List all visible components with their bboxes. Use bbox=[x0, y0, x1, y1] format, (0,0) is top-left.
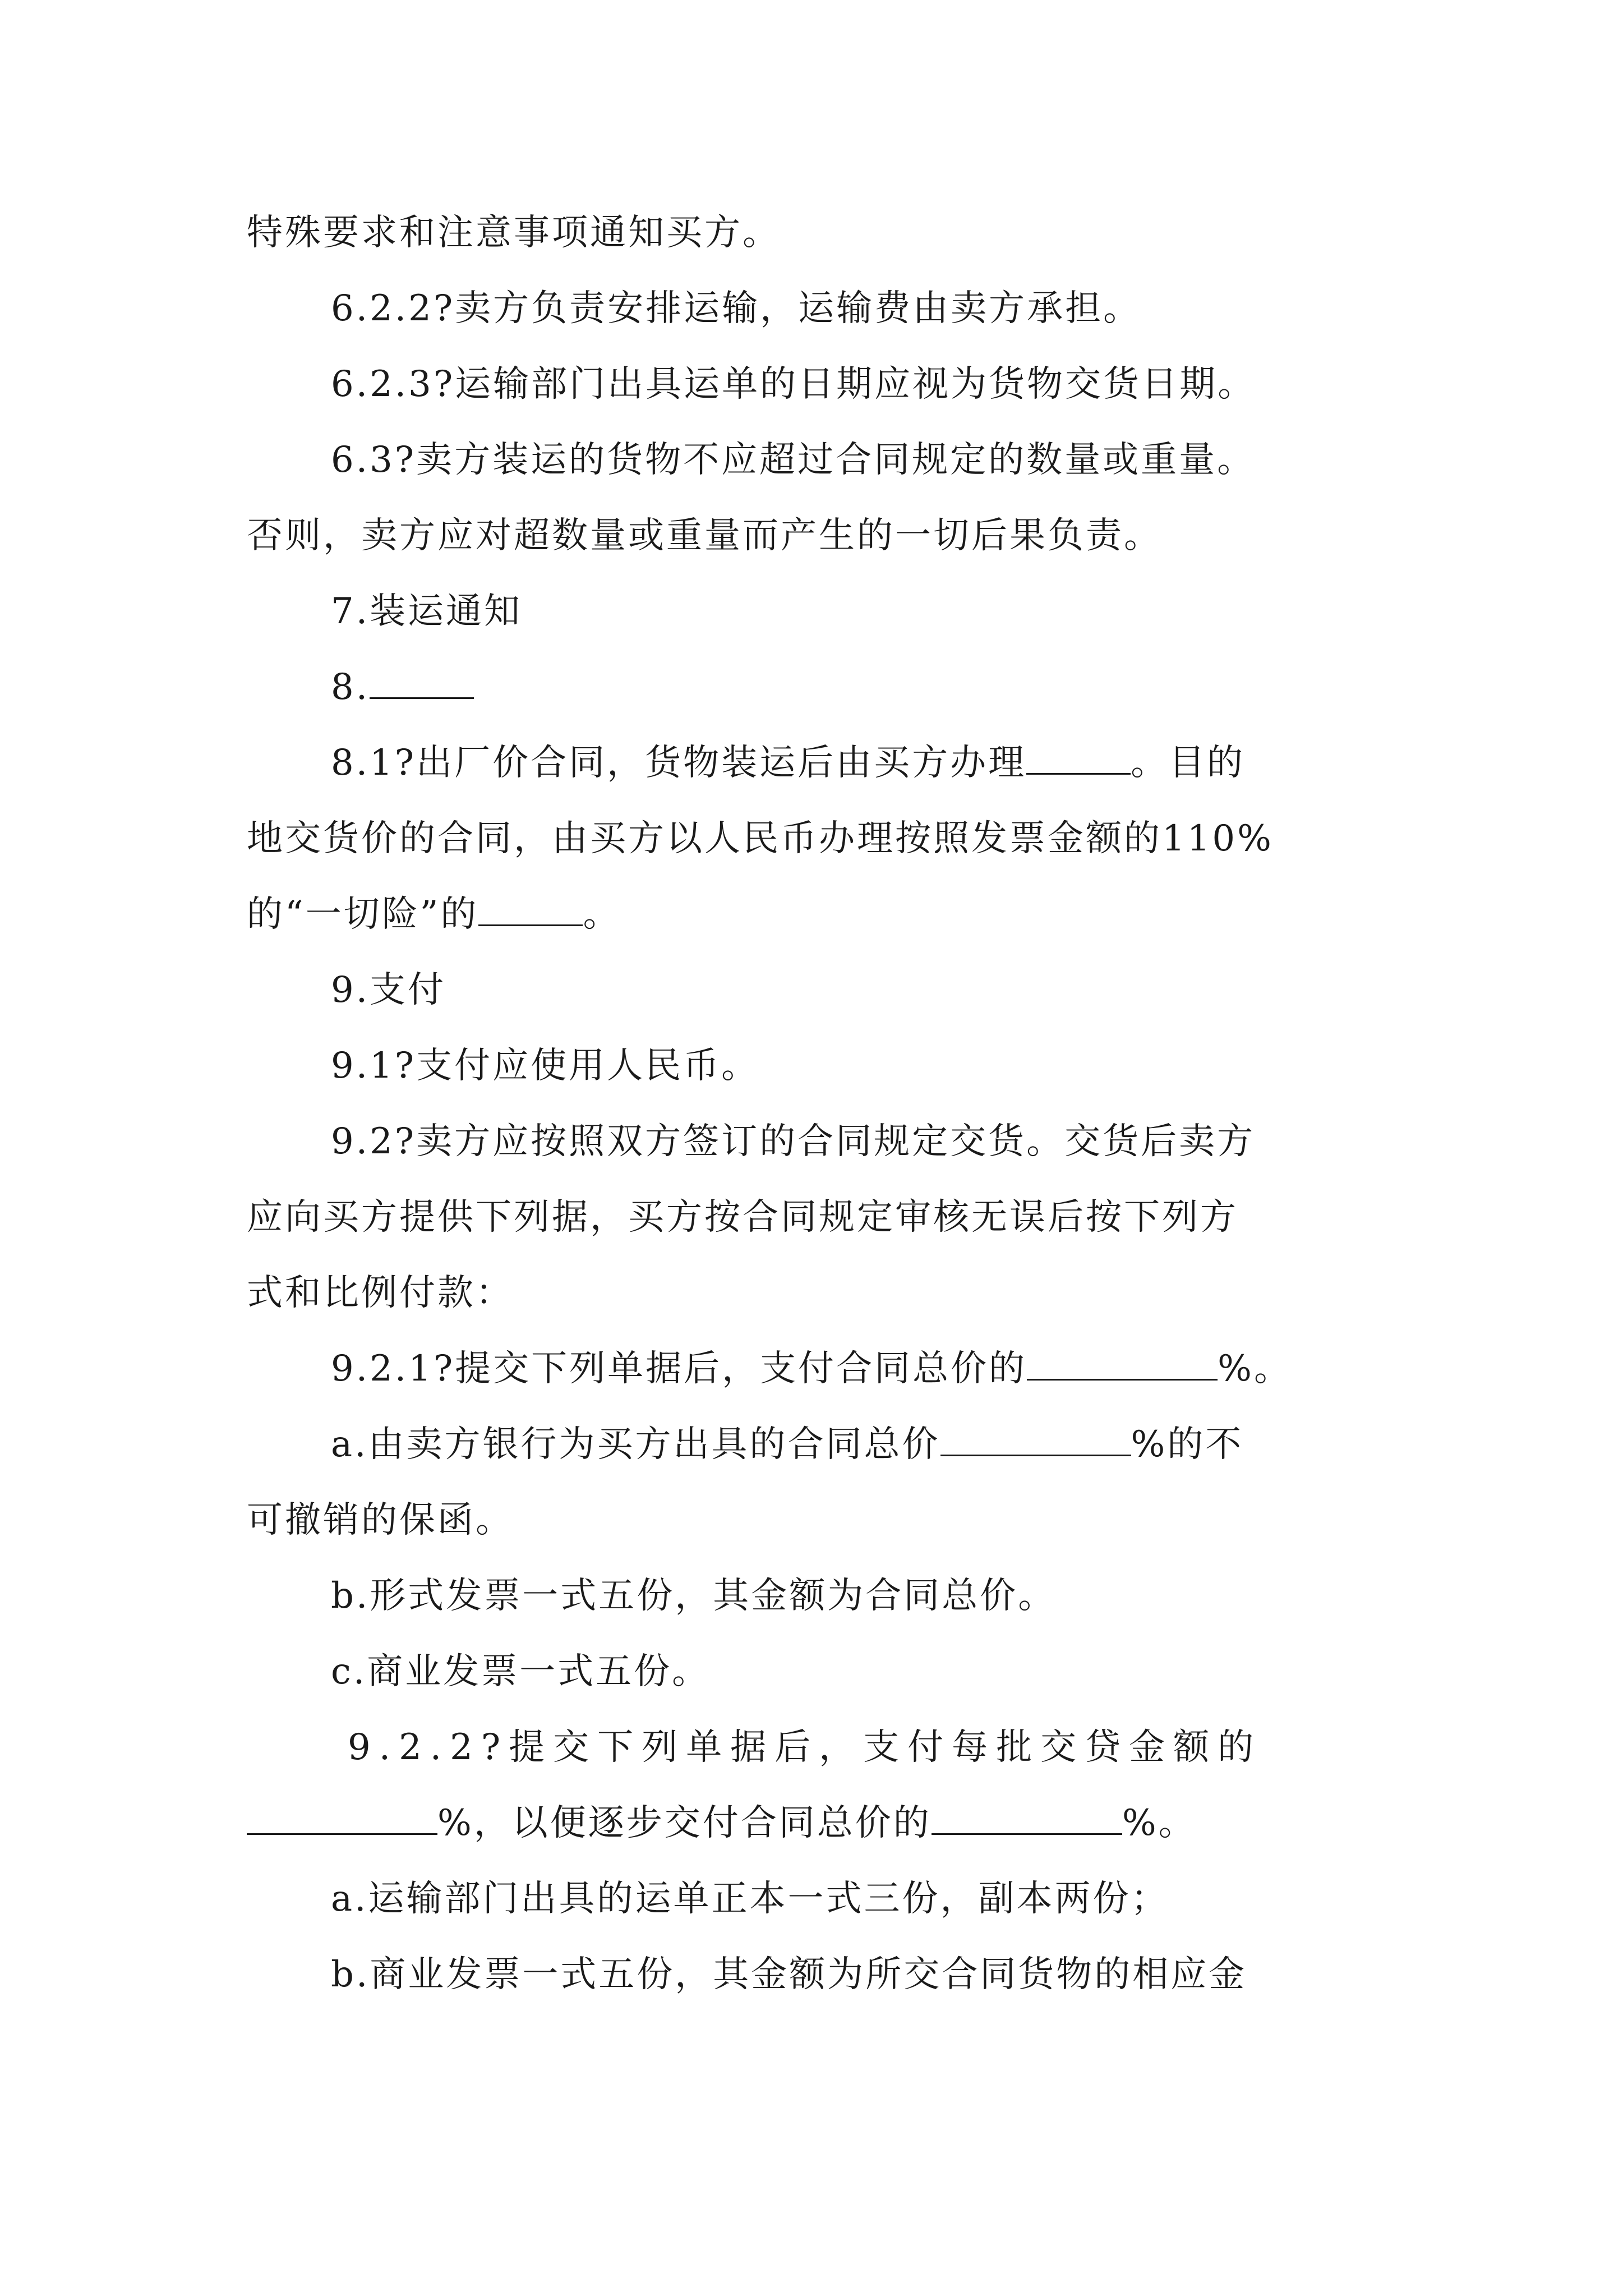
line-text: b.商业发票一式五份，其金额为所交合同货物的相应金 bbox=[331, 1954, 1247, 1995]
line-text: %的不 bbox=[1131, 1424, 1244, 1465]
fill-in-blank bbox=[478, 890, 583, 926]
line-text: 否则，卖方应对超数量或重量而产生的一切后果负责。 bbox=[247, 515, 1162, 556]
line-text: c.商业发票一式五份。 bbox=[331, 1651, 711, 1692]
fill-in-blank bbox=[1027, 1344, 1218, 1381]
line-text: 6.3?卖方装运的货物不应超过合同规定的数量或重量。 bbox=[331, 439, 1256, 481]
paragraph-line bbox=[247, 886, 1430, 942]
line-text: 可撤销的保函。 bbox=[247, 1499, 514, 1541]
fill-in-blank bbox=[247, 1798, 437, 1835]
clause-9-2-2 bbox=[348, 1719, 1531, 1775]
section-title: 9.支付 bbox=[331, 969, 446, 1011]
line-text: 地交货价的合同，由买方以人民币办理按照发票金额的110% bbox=[247, 818, 1274, 859]
clause-9-1 bbox=[331, 1038, 1514, 1094]
line-text: 9.1?支付应使用人民币。 bbox=[331, 1045, 760, 1087]
item-b bbox=[331, 1947, 1514, 2003]
fill-in-blank bbox=[1026, 738, 1131, 775]
line-text: 的“一切险”的 bbox=[247, 894, 479, 935]
fill-in-blank bbox=[932, 1798, 1122, 1835]
line-text: b.形式发票一式五份，其金额为合同总价。 bbox=[331, 1575, 1057, 1617]
paragraph-line bbox=[247, 1492, 1430, 1548]
fill-in-blank bbox=[370, 662, 474, 699]
section-title: 8. bbox=[331, 666, 370, 708]
paragraph-line bbox=[247, 1795, 1430, 1851]
clause-8-1 bbox=[331, 735, 1514, 791]
section-title: 7.装运通知 bbox=[331, 591, 523, 632]
line-text: 应向买方提供下列据，买方按合同规定审核无误后按下列方 bbox=[247, 1197, 1238, 1238]
line-text: 8.1?出厂价合同，货物装运后由买方办理 bbox=[331, 742, 1027, 784]
line-text: %。 bbox=[1218, 1348, 1292, 1389]
paragraph-line bbox=[247, 1189, 1430, 1245]
line-text: 9.2.2?提交下列单据后，支付每批交贷金额的 bbox=[348, 1727, 1262, 1768]
clause-6-2-2 bbox=[331, 280, 1514, 337]
clause-6-3 bbox=[331, 432, 1514, 488]
fill-in-blank bbox=[940, 1420, 1131, 1456]
paragraph-line bbox=[247, 205, 1430, 261]
section-heading-9 bbox=[331, 962, 1514, 1018]
line-text: %，以便逐步交付合同总价的 bbox=[437, 1802, 932, 1844]
paragraph-line bbox=[247, 811, 1430, 867]
section-heading-8 bbox=[331, 659, 1514, 715]
line-text: a.由卖方银行为买方出具的合同总价 bbox=[331, 1424, 940, 1465]
item-a bbox=[331, 1871, 1514, 1927]
paragraph-line bbox=[247, 1265, 1430, 1321]
line-text: 6.2.2?卖方负责安排运输，运输费由卖方承担。 bbox=[331, 288, 1142, 329]
item-c bbox=[331, 1644, 1514, 1700]
line-text: 。 bbox=[583, 894, 621, 935]
paragraph-line bbox=[247, 508, 1430, 564]
line-text: 特殊要求和注意事项通知买方。 bbox=[247, 212, 781, 254]
clause-9-2 bbox=[331, 1114, 1514, 1170]
line-text: 6.2.3?运输部门出具运单的日期应视为货物交货日期。 bbox=[331, 364, 1256, 405]
item-b bbox=[331, 1568, 1514, 1624]
section-heading-7 bbox=[331, 583, 1514, 639]
line-text: 式和比例付款： bbox=[247, 1272, 514, 1314]
line-text: a.运输部门出具的运单正本一式三份，副本两份； bbox=[331, 1878, 1169, 1920]
line-text: 9.2?卖方应按照双方签订的合同规定交货。交货后卖方 bbox=[331, 1121, 1256, 1162]
line-text: %。 bbox=[1122, 1802, 1197, 1844]
clause-9-2-1 bbox=[331, 1341, 1514, 1397]
clause-6-2-3 bbox=[331, 356, 1514, 412]
line-text: 9.2.1?提交下列单据后，支付合同总价的 bbox=[331, 1348, 1027, 1389]
line-text: 。目的 bbox=[1131, 742, 1246, 784]
item-a bbox=[331, 1416, 1514, 1473]
